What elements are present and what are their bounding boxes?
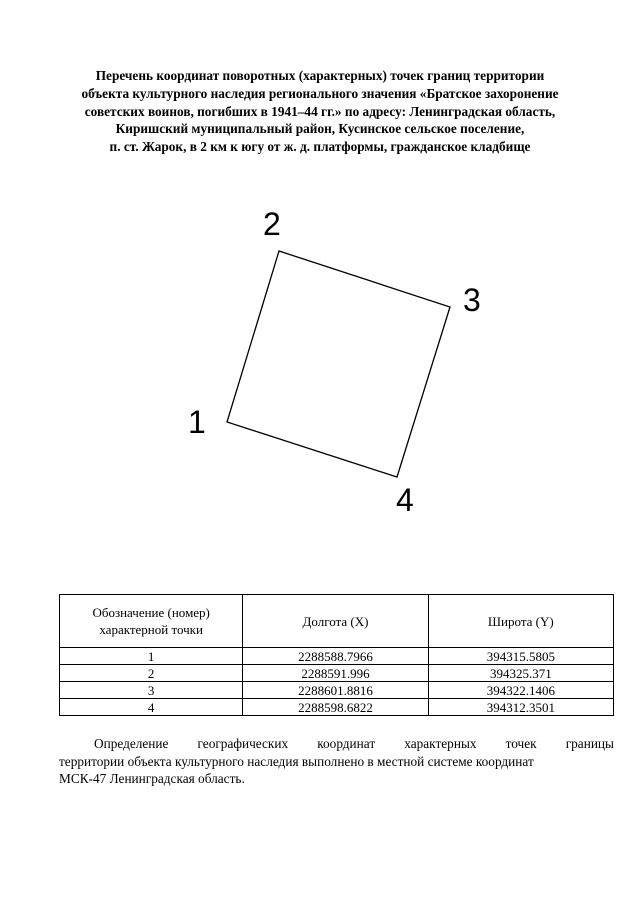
cell-point: 2 — [60, 665, 243, 682]
header-point-number-line2: характерной точки — [99, 622, 203, 637]
point-label-3: 3 — [463, 282, 481, 318]
title-line: советских воинов, погибших в 1941–44 гг.» по адресу: Ленинградская область, — [84, 103, 556, 119]
header-point-number — [60, 595, 243, 648]
document-title — [40, 67, 600, 156]
note-line: МСК-47 Ленинградская область. — [59, 771, 245, 786]
point-label-2: 2 — [263, 206, 281, 242]
cell-x: 2288591.996 — [243, 665, 428, 682]
cell-x: 2288601.8816 — [243, 682, 428, 699]
table-row — [60, 682, 614, 699]
title-line: объекта культурного наследия регионального значения «Братское захоронение — [81, 85, 559, 101]
header-longitude: Долгота (X) — [243, 595, 428, 648]
cell-point: 4 — [60, 699, 243, 716]
table-header-row — [60, 595, 614, 648]
point-label-4: 4 — [396, 482, 414, 518]
title-line: Перечень координат поворотных (характерных) точек границ территории — [95, 68, 545, 83]
header-point-number-line1: Обозначение (номер) — [92, 605, 210, 620]
boundary-polygon — [227, 251, 450, 477]
title-line: п. ст. Жарок, в 2 км к югу от ж. д. платформы, гражданское кладбище — [109, 139, 531, 155]
table-row — [60, 699, 614, 716]
coordinates-table — [59, 594, 614, 716]
cell-y: 394322.1406 — [428, 682, 613, 699]
header-latitude: Широта (Y) — [428, 595, 613, 648]
note-line: территории объекта культурного наследия выполнено в местной системе координат — [59, 753, 534, 769]
table-row — [60, 665, 614, 682]
coordinate-system-note — [59, 735, 614, 788]
cell-point: 3 — [60, 682, 243, 699]
point-label-1: 1 — [188, 404, 206, 440]
cell-x: 2288588.7966 — [243, 648, 428, 665]
title-line: Киришский муниципальный район, Кусинское сельское поселение, — [115, 121, 525, 137]
boundary-diagram — [0, 195, 640, 525]
cell-y: 394325.371 — [428, 665, 613, 682]
note-line: Определение географических координат характерных точек границы — [94, 736, 614, 751]
cell-x: 2288598.6822 — [243, 699, 428, 716]
cell-point: 1 — [60, 648, 243, 665]
table-row — [60, 648, 614, 665]
cell-y: 394315.5805 — [428, 648, 613, 665]
cell-y: 394312.3501 — [428, 699, 613, 716]
